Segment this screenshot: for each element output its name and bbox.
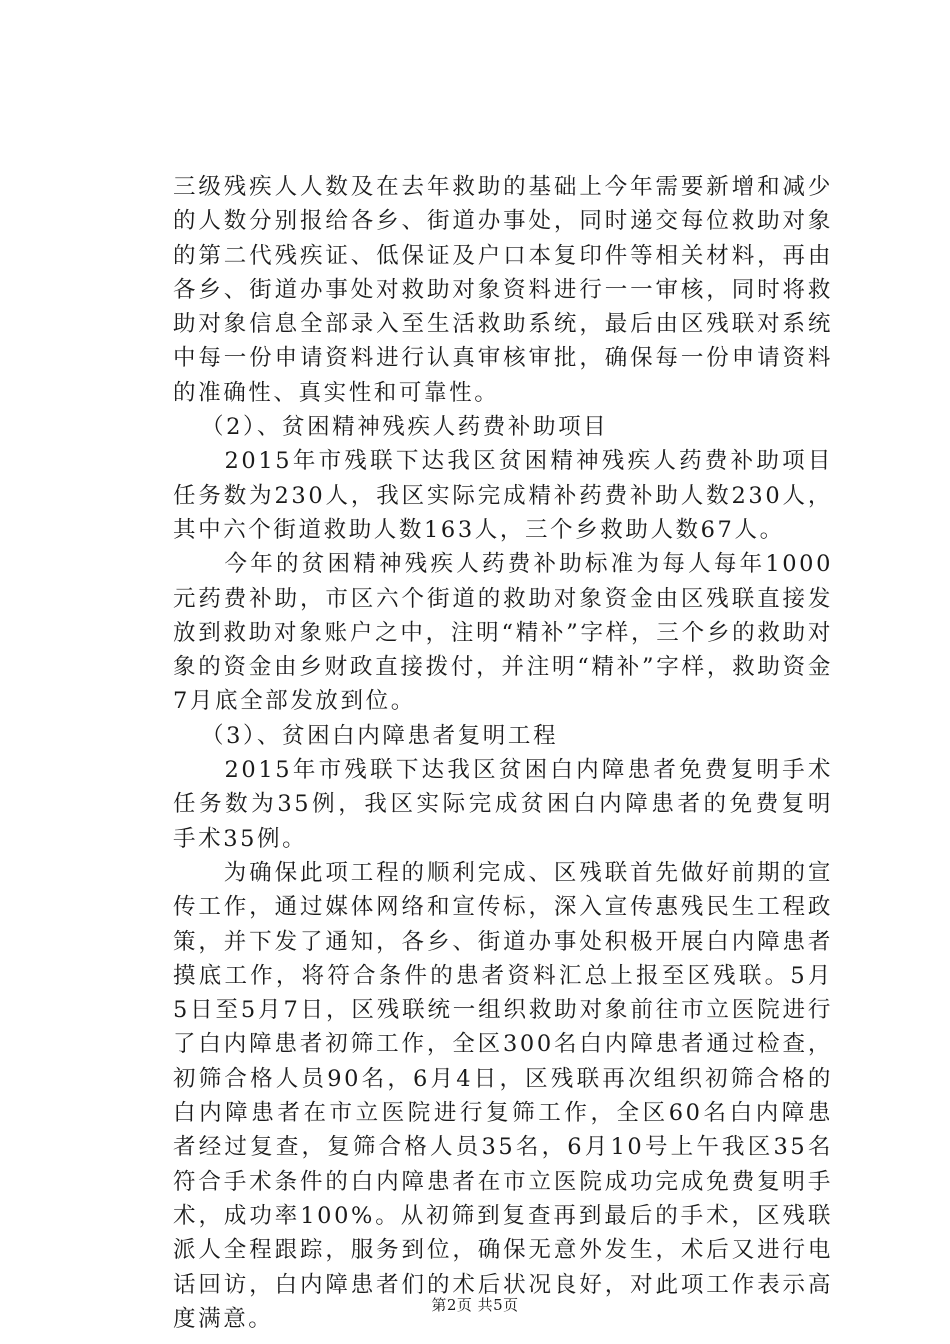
paragraph-eligibility-process: 三级残疾人人数及在去年救助的基础上今年需要新增和减少的人数分别报给各乡、街道办事处，同时递交每位救助对象的第二代残疾证、低保证及户口本复印件等相关材料，再由各乡、街道办事处对救助对象资料进行一一审核，同时将救助对象信息全部录入至生活救助系统，最后由区残联对系统中每一份申请资料进行认真审核审批，确保每一份申请资料的准确性、真实性和可靠性。 [173,174,833,406]
paragraph-drug-subsidy-standard: 今年的贫困精神残疾人药费补助标准为每人每年1000元药费补助，市区六个街道的救助对象资金由区残联直接发放到救助对象账户之中，注明“精补”字样，三个乡的救助对象的资金由乡财政直接拨付，并注明“精补”字样，救助资金7月底全部发放到位。 [173,551,833,715]
paragraph-cataract-implementation: 为确保此项工程的顺利完成、区残联首先做好前期的宣传工作，通过媒体网络和宣传标，深入宣传惠残民生工程政策，并下发了通知，各乡、街道办事处积极开展白内障患者摸底工作，将符合条件的患者资料汇总上报至区残联。5月5日至5月7日，区残联统一组织救助对象前往市立医院进行了白内障患者初筛工作，全区300名白内障患者通过检查，初筛合格人员90名，6月4日，区残联再次组织初筛合格的白内障患者在市立医院进行复筛工作，全区60名白内障患者经过复查，复筛合格人员35名，6月10号上午我区35名符合手术条件的白内障患者在市立医院成功完成免费复明手术，成功率100%。从初筛到复查再到最后的手术，区残联派人全程跟踪，服务到位，确保无意外发生，术后又进行电话回访，白内障患者们的术后状况良好，对此项工作表示高度满意。 [173,859,833,1332]
paragraph-drug-subsidy-task: 2015年市残联下达我区贫困精神残疾人药费补助项目任务数为230人，我区实际完成精补药费补助人数230人，其中六个街道救助人数163人，三个乡救助人数67人。 [173,448,833,543]
section-heading-mental-illness-drug-subsidy: （2）、贫困精神残疾人药费补助项目 [201,414,609,441]
document-body [173,170,833,1336]
page-number-footer: 第2页 共5页 [431,1296,519,1314]
paragraph-cataract-task: 2015年市残联下达我区贫困白内障患者免费复明手术任务数为35例，我区实际完成贫困白内障患者的免费复明手术35例。 [173,757,833,852]
section-heading-cataract-project: （3）、贫困白内障患者复明工程 [201,722,559,749]
